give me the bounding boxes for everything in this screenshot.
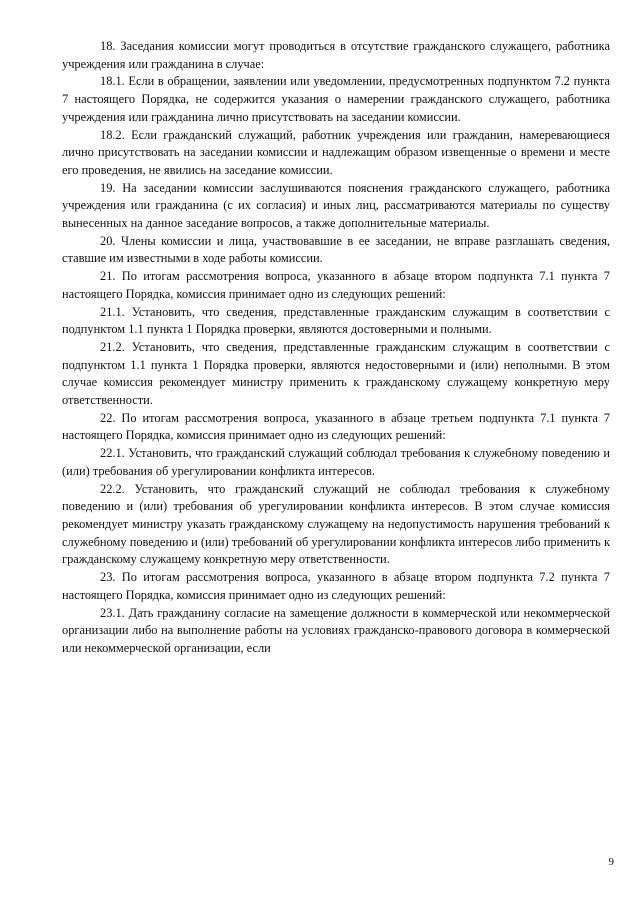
paragraph-20: 20. Члены комиссии и лица, участвовавшие в ее заседании, не вправе разглашать сведения, ставшие им известными в ходе работы комиссии. <box>62 233 610 266</box>
document-body <box>62 38 610 658</box>
paragraph-22-2: 22.2. Установить, что гражданский служащий не соблюдал требования к служебному поведению и (или) требования об урегулировании конфликта интересов. В этом случае комиссия рекомендует министру указать гражданскому служащему на недопустимость нарушения требований к служебному поведению и (или) требований об урегулировании конфликта интересов либо применить к гражданскому служащему конкретную меру ответственности. <box>62 481 610 567</box>
paragraph-18-2: 18.2. Если гражданский служащий, работник учреждения или гражданин, намеревающиеся лично присутствовать на заседании комиссии и надлежащим образом извещенные о времени и месте его проведения, не явились на заседание комиссии. <box>62 127 610 177</box>
paragraph-18: 18. Заседания комиссии могут проводиться в отсутствие гражданского служащего, работника учреждения или гражданина в случае: <box>62 39 610 71</box>
paragraph-21: 21. По итогам рассмотрения вопроса, указанного в абзаце втором подпункта 7.1 пункта 7 настоящего Порядка, комиссия принимает одно из следующих решений: <box>62 269 610 301</box>
paragraph-21-1: 21.1. Установить, что сведения, представленные гражданским служащим в соответствии с подпунктом 1.1 пункта 1 Порядка проверки, являются достоверными и полными. <box>62 304 610 337</box>
paragraph-21-2: 21.2. Установить, что сведения, представленные гражданским служащим в соответствии с подпунктом 1.1 пункта 1 Порядка проверки, являются недостоверными и (или) неполными. В этом случае комиссия рекомендует министру применить к гражданскому служащему конкретную меру ответственности. <box>62 339 610 408</box>
paragraph-23-1: 23.1. Дать гражданину согласие на замещение должности в коммерческой или некоммерческой организации либо на выполнение работы на условиях гражданско-правового договора в коммерческой или некоммерческой организации, если <box>62 605 610 655</box>
paragraph-22-1: 22.1. Установить, что гражданский служащий соблюдал требования к служебному поведению и (или) требования об урегулировании конфликта интересов. <box>62 446 610 478</box>
paragraph-22: 22. По итогам рассмотрения вопроса, указанного в абзаце третьем подпункта 7.1 пункта 7 настоящего Порядка, комиссия принимает одно из следующих решений: <box>62 410 610 443</box>
paragraph-19: 19. На заседании комиссии заслушиваются пояснения гражданского служащего, работника учреждения или гражданина (с их согласия) и иных лиц, рассматриваются материалы по существу вынесенных на данное заседание вопросов, а также дополнительные материалы. <box>62 180 610 231</box>
paragraph-18-1: 18.1. Если в обращении, заявлении или уведомлении, предусмотренных подпунктом 7.2 пункта 7 настоящего Порядка, не содержится указания о намерении гражданского служащего, работника учреждения или гражданина лично присутствовать на заседании комиссии. <box>62 74 610 124</box>
page-number: 9 <box>608 856 614 868</box>
paragraph-23: 23. По итогам рассмотрения вопроса, указанного в абзаце втором подпункта 7.2 пункта 7 настоящего Порядка, комиссия принимает одно из следующих решений: <box>62 570 610 602</box>
